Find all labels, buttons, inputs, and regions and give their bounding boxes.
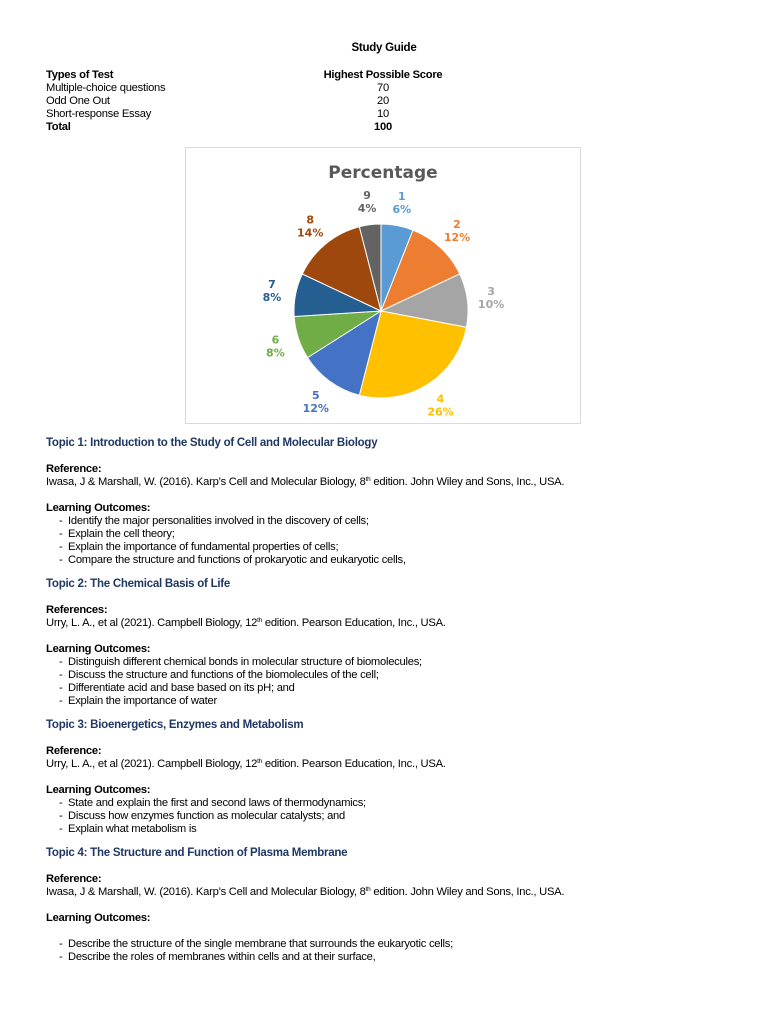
table-row [46, 82, 466, 95]
table-header-row [46, 69, 466, 82]
pie-chart-frame [185, 147, 581, 424]
list-item: - Explain what metabolism is [59, 823, 197, 835]
reference-label: References: [46, 604, 108, 616]
topic-heading: Topic 1: Introduction to the Study of Cell and Molecular Biology [46, 437, 378, 449]
slice-category-label: 9 [363, 188, 371, 202]
test-score: 70 [377, 82, 389, 94]
slice-category-label: 4 [436, 392, 445, 406]
table-row [46, 108, 466, 121]
document-title: Study Guide [351, 42, 417, 54]
list-item: - Identify the major personalities involved in the discovery of cells; [59, 515, 369, 527]
slice-category-label: 5 [311, 388, 320, 402]
outcomes-list [46, 656, 726, 708]
topic-heading: Topic 2: The Chemical Basis of Life [46, 578, 231, 590]
table-total-row [46, 121, 466, 134]
list-item: - State and explain the first and second laws of thermodynamics; [59, 797, 366, 809]
list-item: - Explain the importance of fundamental properties of cells; [59, 541, 339, 553]
slice-percent-label: 8% [262, 291, 282, 305]
reference-label: Reference: [46, 745, 102, 757]
list-item: - Compare the structure and functions of prokaryotic and eukaryotic cells, [59, 554, 406, 566]
outcomes-list [46, 797, 726, 836]
slice-category-label: 1 [397, 190, 406, 203]
slice-category-label: 8 [306, 213, 315, 227]
score-table [46, 69, 466, 134]
outcomes-list [46, 515, 726, 567]
slice-category-label: 6 [271, 333, 280, 347]
reference-text: Iwasa, J & Marshall, W. (2016). Karp’s Cell and Molecular Biology, 8th edition. John Wiley and Sons, Inc., USA. [46, 886, 565, 898]
learning-outcomes-label: Learning Outcomes: [46, 784, 151, 796]
list-item: - Discuss how enzymes function as molecular catalysts; and [59, 810, 346, 822]
learning-outcomes-label: Learning Outcomes: [46, 912, 151, 924]
slice-percent-label: 6% [392, 203, 412, 216]
test-type: Short-response Essay [46, 108, 152, 120]
test-type: Odd One Out [46, 95, 110, 107]
learning-outcomes-label: Learning Outcomes: [46, 502, 151, 514]
test-type: Multiple-choice questions [46, 82, 166, 94]
learning-outcomes-label: Learning Outcomes: [46, 643, 151, 655]
slice-percent-label: 14% [297, 226, 324, 240]
list-item: - Distinguish different chemical bonds in molecular structure of biomolecules; [59, 656, 422, 668]
topic-heading: Topic 3: Bioenergetics, Enzymes and Metabolism [46, 719, 304, 731]
slice-category-label: 7 [268, 278, 276, 292]
list-item: - Explain the cell theory; [59, 528, 175, 540]
list-item: - Discuss the structure and functions of the biomolecules of the cell; [59, 669, 379, 681]
list-item: - Describe the structure of the single membrane that surrounds the eukaryotic cells; [59, 938, 453, 950]
slice-category-label: 2 [453, 218, 461, 232]
reference-label: Reference: [46, 463, 102, 475]
reference-label: Reference: [46, 873, 102, 885]
pie-chart [186, 148, 580, 423]
list-item: - Differentiate acid and base based on its pH; and [59, 682, 295, 694]
reference-text: Urry, L. A., et al (2021). Campbell Biology, 12th edition. Pearson Education, Inc., USA. [46, 617, 446, 629]
slice-percent-label: 4% [357, 201, 377, 215]
topics-section [46, 437, 726, 964]
outcomes-list [46, 938, 726, 964]
slice-percent-label: 10% [477, 298, 505, 312]
header-types-of-test: Types of Test [46, 69, 114, 81]
reference-text: Urry, L. A., et al (2021). Campbell Biology, 12th edition. Pearson Education, Inc., USA. [46, 758, 446, 770]
reference-text: Iwasa, J & Marshall, W. (2016). Karp’s Cell and Molecular Biology, 8th edition. John Wiley and Sons, Inc., USA. [46, 476, 565, 488]
test-score: 10 [377, 108, 389, 120]
total-label: Total [46, 121, 71, 133]
slice-percent-label: 12% [443, 231, 471, 245]
list-item: - Describe the roles of membranes within cells and at their surface, [59, 951, 376, 963]
slice-category-label: 3 [487, 285, 495, 299]
slice-percent-label: 8% [266, 346, 285, 360]
slice-percent-label: 26% [427, 405, 454, 419]
list-item: - Explain the importance of water [59, 695, 217, 707]
total-score: 100 [374, 121, 392, 133]
topic-heading: Topic 4: The Structure and Function of Plasma Membrane [46, 847, 348, 859]
chart-title: Percentage [328, 163, 438, 183]
test-score: 20 [377, 95, 389, 107]
slice-percent-label: 12% [302, 401, 329, 415]
header-highest-score: Highest Possible Score [323, 69, 443, 81]
table-row [46, 95, 466, 108]
